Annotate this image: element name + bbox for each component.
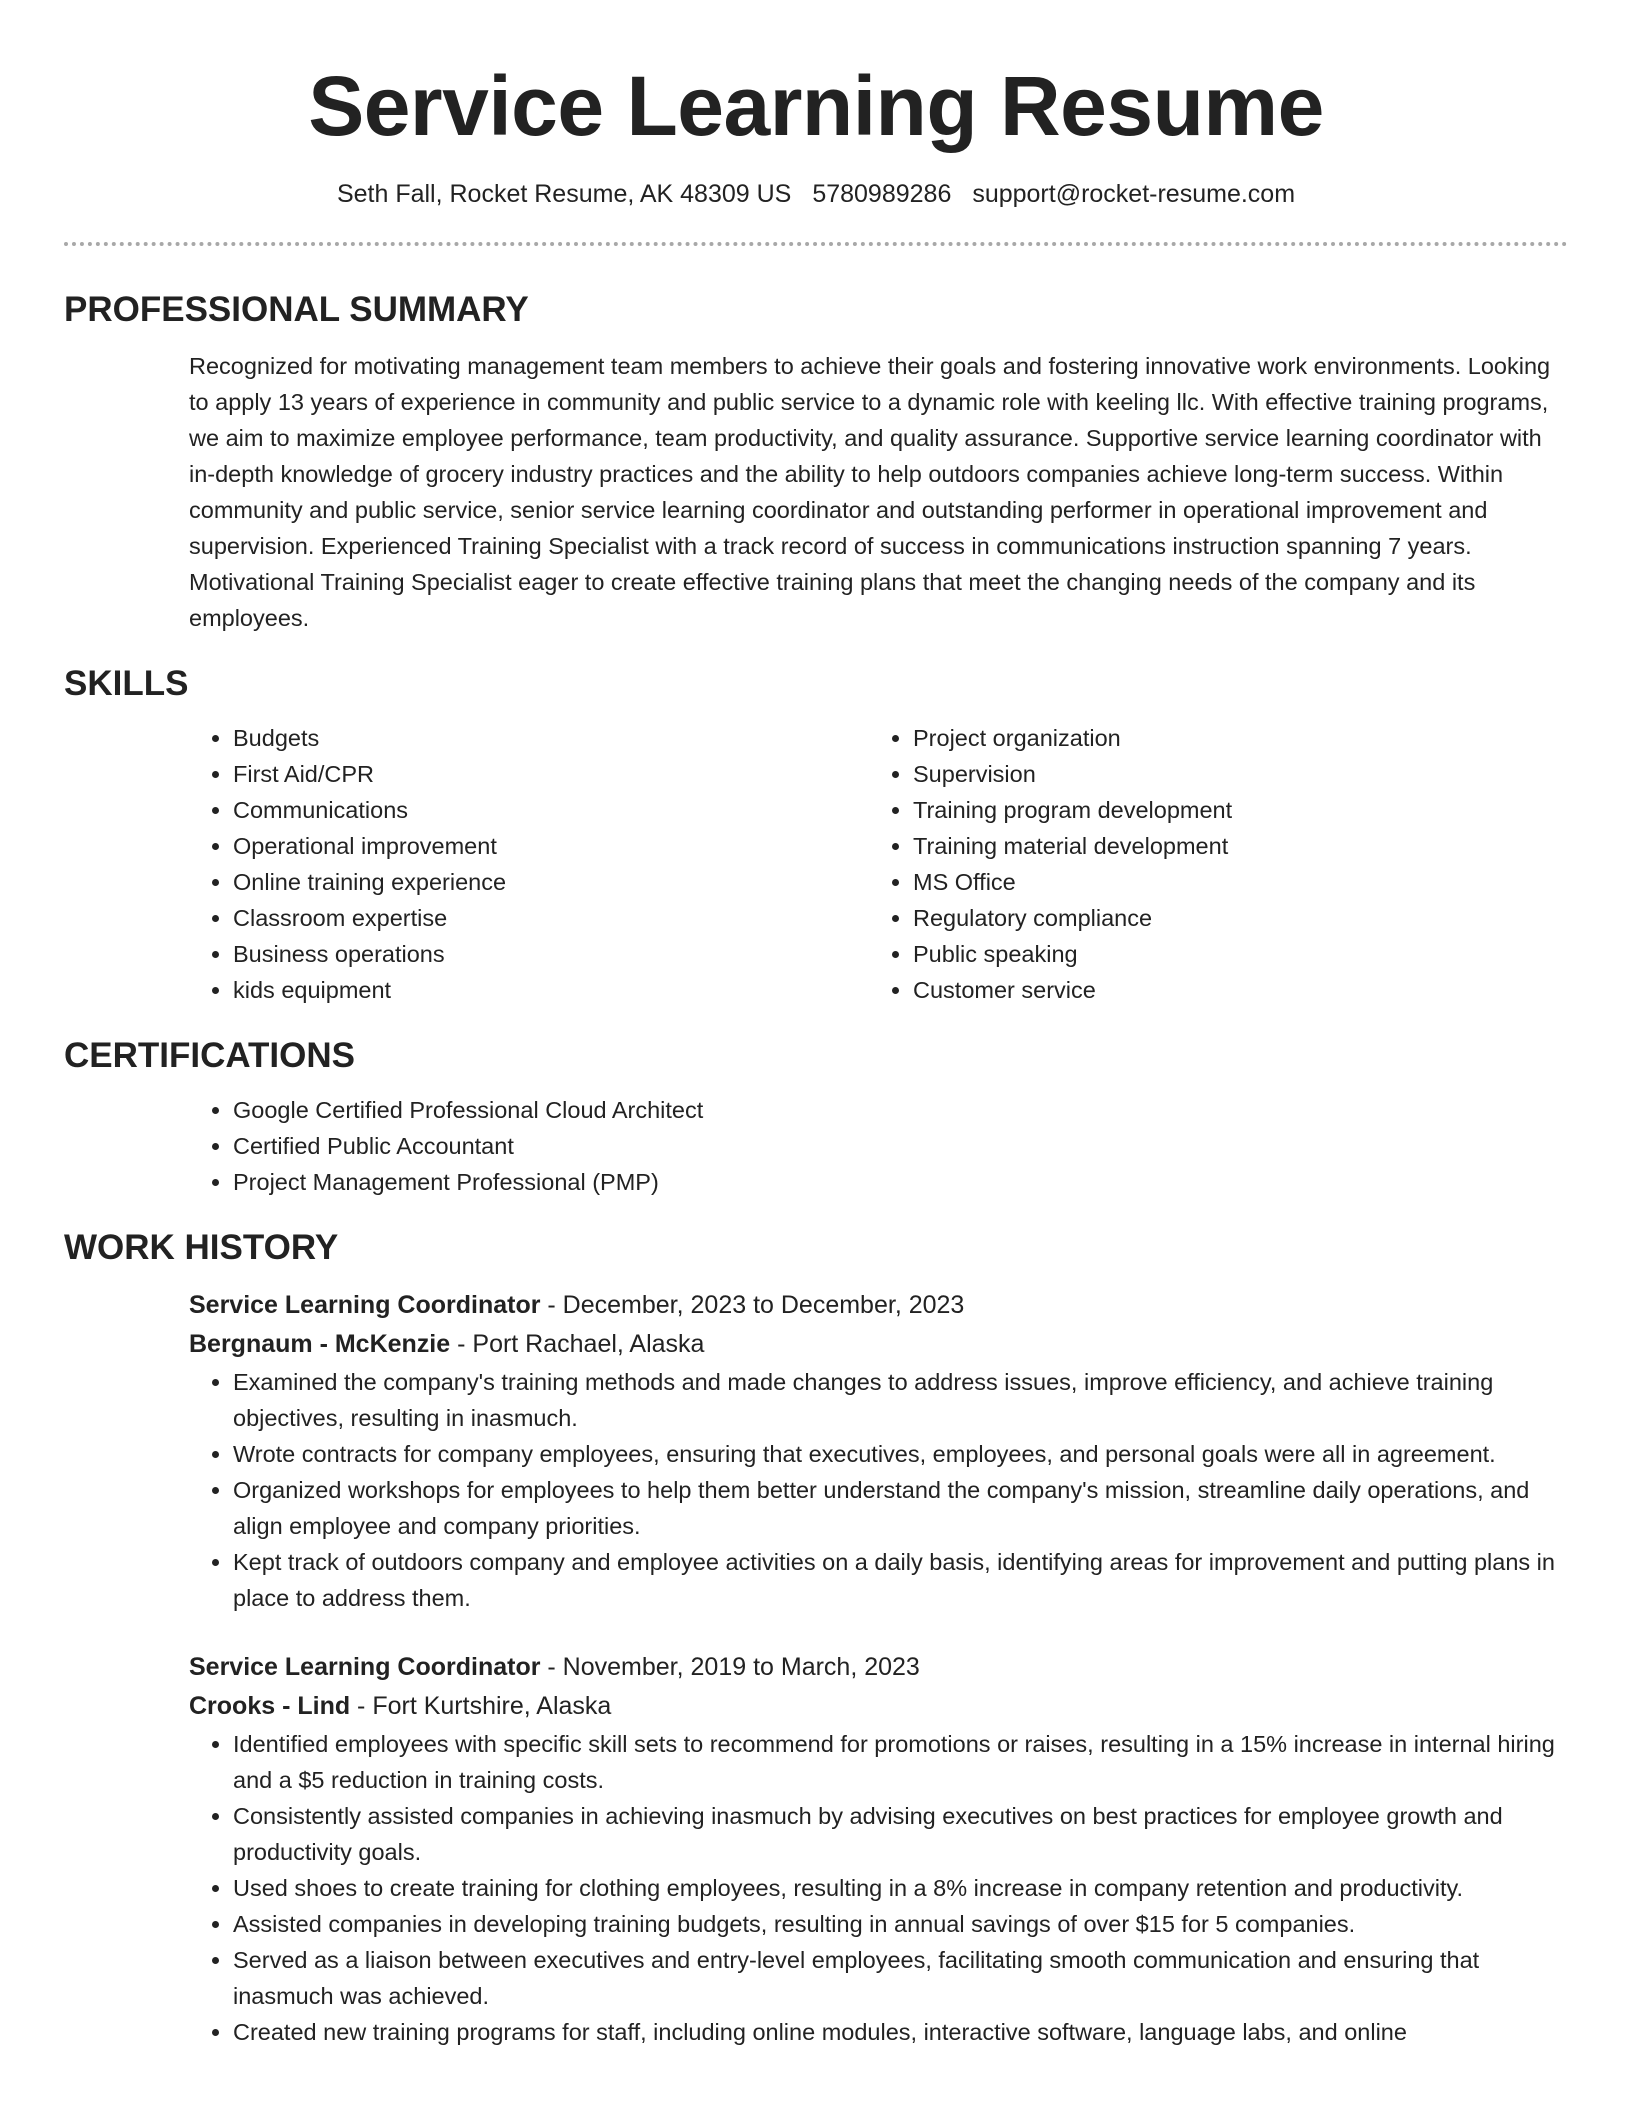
skill-item: • Training program development <box>913 792 1549 828</box>
certification-item: • Google Certified Professional Cloud Architect <box>233 1092 1568 1128</box>
job-bullet: • Kept track of outdoors company and employee activities on a daily basis, identifying areas for improvement and putting plans in place to address them. <box>233 1544 1568 1616</box>
job-entry <box>189 1648 1568 2050</box>
job-company-line <box>189 1325 1568 1364</box>
job-bullet: • Identified employees with specific skill sets to recommend for promotions or raises, resulting in a 15% increase in internal hiring and a $5 reduction in training costs. <box>233 1726 1568 1798</box>
resume-title: Service Learning Resume <box>308 59 1324 153</box>
job-title: Service Learning Coordinator <box>189 1291 541 1319</box>
job-bullet: • Wrote contracts for company employees, ensuring that executives, employees, and personal goals were all in agreement. <box>233 1436 1568 1472</box>
skill-item: • Business operations <box>233 936 869 972</box>
summary-text: Recognized for motivating management team members to achieve their goals and fostering innovative work environments. Looking to apply 13 years of experience in community and public service to a dynamic role with keeling llc. With effective training programs, we aim to maximize employee performance, team productivity, and quality assurance. Supportive service learning coordinator with in-depth knowledge of grocery industry practices and the ability to help outdoors companies achieve long-term success. Within community and public service, senior service learning coordinator and outstanding performer in operational improvement and supervision. Experienced Training Specialist with a track record of success in communications instruction spanning 7 years. Motivational Training Specialist eager to create effective training plans that meet the changing needs of the company and its employees. <box>189 353 1551 631</box>
job-bullet: • Created new training programs for staff, including online modules, interactive software, language labs, and online <box>233 2014 1568 2050</box>
skill-item: • Classroom expertise <box>233 900 869 936</box>
job-bullet: • Examined the company's training methods and made changes to address issues, improve efficiency, and achieve training objectives, resulting in inasmuch. <box>233 1364 1568 1436</box>
job-company: Bergnaum - McKenzie <box>189 1330 451 1358</box>
job-title-line <box>189 1286 1568 1325</box>
skill-item: • Regulatory compliance <box>913 900 1549 936</box>
contact-address: Seth Fall, Rocket Resume, AK 48309 US <box>336 180 792 208</box>
certifications-heading: CERTIFICATIONS <box>64 1036 356 1075</box>
skill-item: • MS Office <box>913 864 1549 900</box>
job-entry <box>189 1286 1568 1616</box>
skill-item: • kids equipment <box>233 972 869 1008</box>
job-bullets <box>189 1726 1568 2050</box>
skill-item: • Customer service <box>913 972 1549 1008</box>
skills-list <box>189 720 1568 1008</box>
job-location: - Port Rachael, Alaska <box>450 1330 705 1358</box>
header-divider <box>64 242 1568 246</box>
contact-phone: 5780989286 <box>812 180 952 208</box>
skill-item: • Training material development <box>913 828 1549 864</box>
job-dates: - December, 2023 to December, 2023 <box>540 1291 965 1319</box>
skills-column-left <box>189 720 869 1008</box>
job-bullets <box>189 1364 1568 1616</box>
skill-item: • Public speaking <box>913 936 1549 972</box>
contact-email: support@rocket-resume.com <box>972 180 1296 208</box>
skill-item: • Project organization <box>913 720 1549 756</box>
certifications-list <box>189 1092 1568 1200</box>
job-title-line <box>189 1648 1568 1687</box>
job-bullet: • Organized workshops for employees to help them better understand the company's mission, streamline daily operations, and align employee and company priorities. <box>233 1472 1568 1544</box>
certification-item: • Certified Public Accountant <box>233 1128 1568 1164</box>
job-dates: - November, 2019 to March, 2023 <box>540 1653 920 1681</box>
summary-heading: PROFESSIONAL SUMMARY <box>64 290 529 329</box>
job-company-line <box>189 1687 1568 1726</box>
job-bullet: • Consistently assisted companies in achieving inasmuch by advising executives on best practices for employee growth and productivity goals. <box>233 1798 1568 1870</box>
job-bullet: • Served as a liaison between executives and entry-level employees, facilitating smooth communication and ensuring that inasmuch was achieved. <box>233 1942 1568 2014</box>
skill-item: • Communications <box>233 792 869 828</box>
job-bullet: • Assisted companies in developing training budgets, resulting in annual savings of over $15 for 5 companies. <box>233 1906 1568 1942</box>
certification-item: • Project Management Professional (PMP) <box>233 1164 1568 1200</box>
skill-item: • First Aid/CPR <box>233 756 869 792</box>
skills-column-right <box>869 720 1549 1008</box>
skill-item: • Operational improvement <box>233 828 869 864</box>
job-company: Crooks - Lind <box>189 1692 351 1720</box>
work-history-heading: WORK HISTORY <box>64 1228 339 1267</box>
skill-item: • Supervision <box>913 756 1549 792</box>
skill-item: • Budgets <box>233 720 869 756</box>
contact-line <box>0 178 1632 210</box>
job-title: Service Learning Coordinator <box>189 1653 541 1681</box>
skill-item: • Online training experience <box>233 864 869 900</box>
job-bullet: • Used shoes to create training for clothing employees, resulting in a 8% increase in company retention and productivity. <box>233 1870 1568 1906</box>
job-location: - Fort Kurtshire, Alaska <box>350 1692 612 1720</box>
skills-heading: SKILLS <box>64 664 189 703</box>
